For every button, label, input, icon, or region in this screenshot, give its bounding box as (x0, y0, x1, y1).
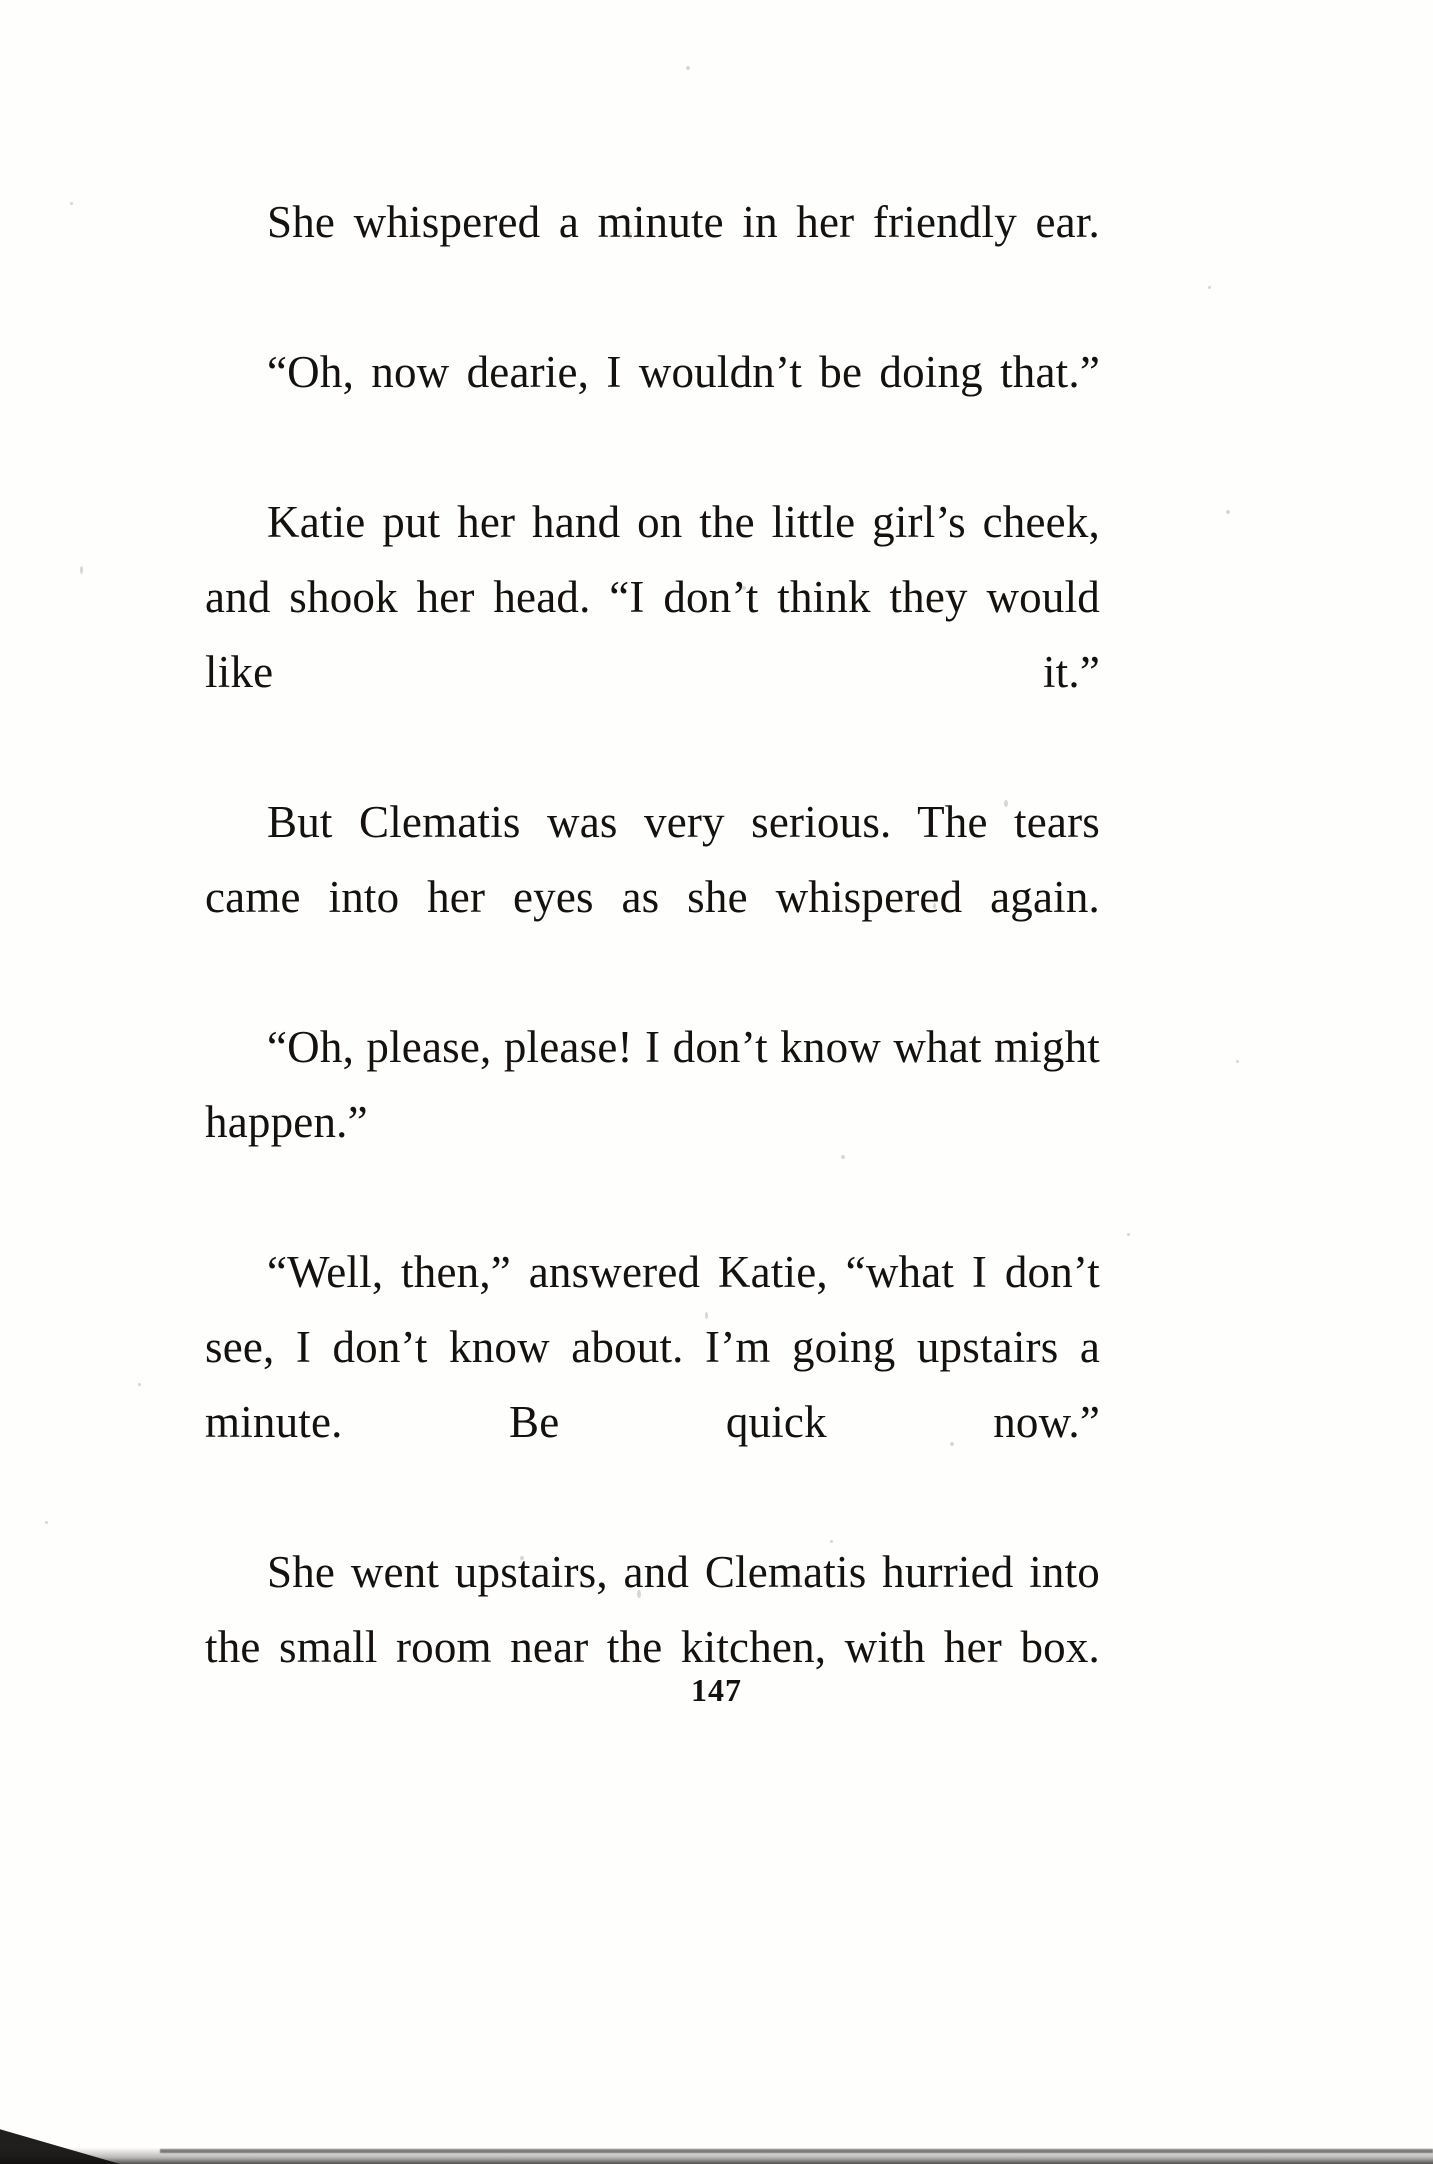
paragraph: Katie put her hand on the little girl’s cheek, and shook her head. “I don’t think they would like it.” (205, 497, 1100, 697)
paragraph: “Well, then,” answered Katie, “what I don’t see, I don’t know about. I’m going upstairs a minute. Be quick now.” (205, 1247, 1100, 1447)
scan-bottom-edge-line (160, 2149, 1433, 2153)
body-text-column (205, 185, 1100, 1760)
scan-speck (686, 66, 690, 70)
paragraph: She whispered a minute in her friendly ear. (267, 197, 1100, 247)
paragraph: “Oh, now dearie, I wouldn’t be doing that.” (267, 347, 1100, 397)
paragraph: But Clematis was very serious. The tears came into her eyes as she whispered again. (205, 797, 1100, 922)
scan-speck (80, 566, 83, 574)
scan-speck (45, 1521, 48, 1524)
scan-speck (70, 202, 73, 205)
scan-speck (1226, 510, 1230, 514)
scan-speck (1236, 1060, 1239, 1063)
scan-speck (1127, 1233, 1130, 1236)
scan-speck (138, 1383, 141, 1386)
scan-speck (1208, 286, 1211, 289)
page-number: 147 (691, 1672, 742, 1708)
paragraph: “Oh, please, please! I don’t know what might happen.” (205, 1022, 1100, 1147)
paragraph: She went upstairs, and Clematis hurried into the small room near the kitchen, with her box. (205, 1547, 1100, 1672)
